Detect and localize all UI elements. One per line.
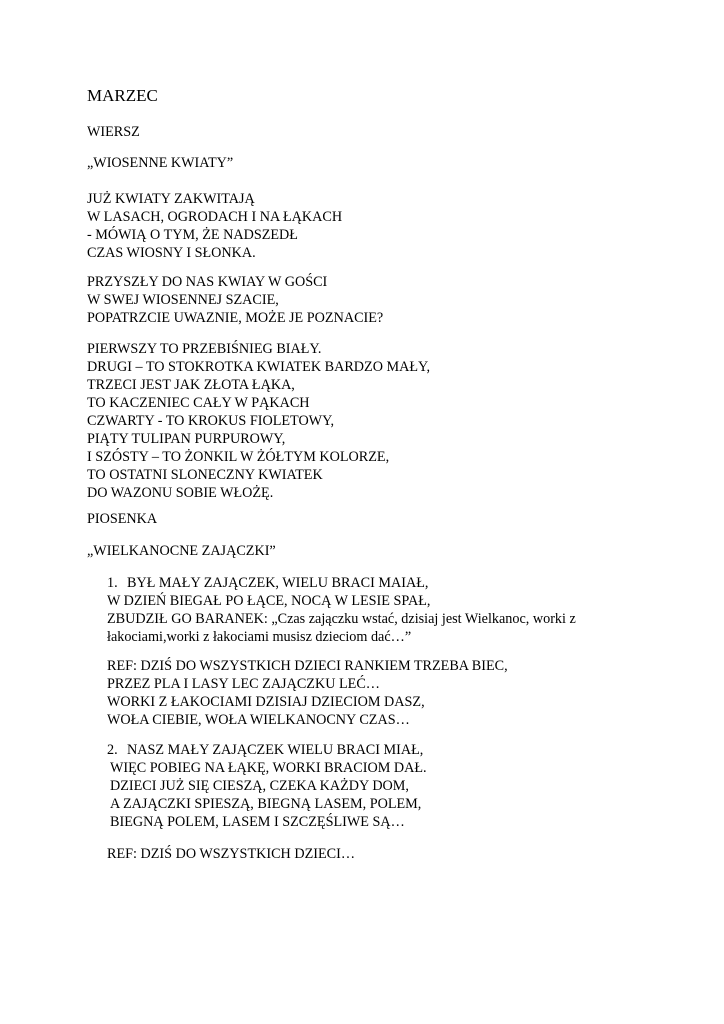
verse-line: CZAS WIOSNY I SŁONKA. [87, 245, 256, 261]
page-title: MARZEC [87, 86, 158, 105]
verse-line [107, 574, 576, 592]
verse-number: 1. [107, 575, 118, 591]
section-label: PIOSENKA [87, 511, 158, 527]
poem-section-label [87, 123, 140, 141]
verse-line: WIĘC POBIEG NA ŁĄKĘ, WORKI BRACIOM DAŁ. [110, 760, 427, 776]
verse-first-line: NASZ MAŁY ZAJĄCZEK WIELU BRACI MIAŁ, [127, 742, 424, 758]
verse-line: PRZYSZŁY DO NAS KWIAY W GOŚCI [87, 274, 328, 290]
verse-line: W SWEJ WIOSENNEJ SZACIE, [87, 292, 279, 308]
verse-line [107, 741, 427, 759]
song-title-block [87, 542, 276, 560]
verse-line: W LASACH, OGRODACH I NA ŁĄKACH [87, 209, 343, 225]
verse-line: DZIECI JUŻ SIĘ CIESZĄ, CZEKA KAŻDY DOM, [110, 778, 409, 794]
poem-title-block [87, 154, 233, 172]
verse-line: ZBUDZIŁ GO BARANEK: „Czas zajączku wstać, dzisiaj jest Wielkanoc, worki z [107, 611, 576, 627]
verse-line: A ZAJĄCZKI SPIESZĄ, BIEGNĄ LASEM, POLEM, [110, 796, 422, 812]
refrain-line: REF: DZIŚ DO WSZYSTKICH DZIECI… [107, 846, 356, 862]
verse-line: TRZECI JEST JAK ZŁOTA ŁĄKA, [87, 377, 295, 393]
song-refrain-short [107, 845, 355, 863]
verse-line: PIERWSZY TO PRZEBIŚNIEG BIAŁY. [87, 341, 322, 357]
refrain-line: WOŁA CIEBIE, WOŁA WIELKANOCNY CZAS… [107, 712, 410, 728]
verse-line: I SZÓSTY – TO ŻONKIL W ŻÓŁTYM KOLORZE, [87, 449, 390, 465]
song-verse-1 [107, 574, 576, 646]
verse-line: TO KACZENIEC CAŁY W PĄKACH [87, 395, 310, 411]
song-verse-2 [107, 741, 427, 831]
verse-number: 2. [107, 742, 118, 758]
verse-line: W DZIEŃ BIEGAŁ PO ŁĄCE, NOCĄ W LESIE SPAŁ, [107, 593, 431, 609]
verse-line: - MÓWIĄ O TYM, ŻE NADSZEDŁ [87, 227, 298, 243]
refrain-line: PRZEZ PLA I LASY LEC ZAJĄCZKU LEĆ… [107, 676, 380, 692]
verse-line: łakociami,worki z łakociami musisz dzieciom dać…” [107, 629, 412, 645]
refrain-line: WORKI Z ŁAKOCIAMI DZISIAJ DZIECIOM DASZ, [107, 694, 425, 710]
verse-line: PIĄTY TULIPAN PURPUROWY, [87, 431, 286, 447]
poem-stanza-2 [87, 273, 383, 327]
verse-line: DRUGI – TO STOKROTKA KWIATEK BARDZO MAŁY, [87, 359, 431, 375]
verse-line: TO OSTATNI SLONECZNY KWIATEK [87, 467, 323, 483]
poem-title: „WIOSENNE KWIATY” [87, 155, 234, 171]
verse-line: DO WAZONU SOBIE WŁOŻĘ. [87, 485, 274, 501]
song-section-label [87, 510, 157, 528]
verse-line: POPATRZCIE UWAZNIE, MOŻE JE POZNACIE? [87, 310, 384, 326]
section-label: WIERSZ [87, 124, 140, 140]
verse-line: JUŻ KWIATY ZAKWITAJĄ [87, 191, 255, 207]
verse-line: BIEGNĄ POLEM, LASEM I SZCZĘŚLIWE SĄ… [110, 814, 405, 830]
poem-stanza-3 [87, 340, 430, 502]
verse-first-line: BYŁ MAŁY ZAJĄCZEK, WIELU BRACI MAIAŁ, [127, 575, 429, 591]
song-refrain [107, 657, 508, 729]
refrain-line: REF: DZIŚ DO WSZYSTKICH DZIECI RANKIEM TRZEBA BIEC, [107, 658, 508, 674]
song-title: „WIELKANOCNE ZAJĄCZKI” [87, 543, 276, 559]
verse-line: CZWARTY - TO KROKUS FIOLETOWY, [87, 413, 335, 429]
poem-stanza-1 [87, 190, 342, 262]
